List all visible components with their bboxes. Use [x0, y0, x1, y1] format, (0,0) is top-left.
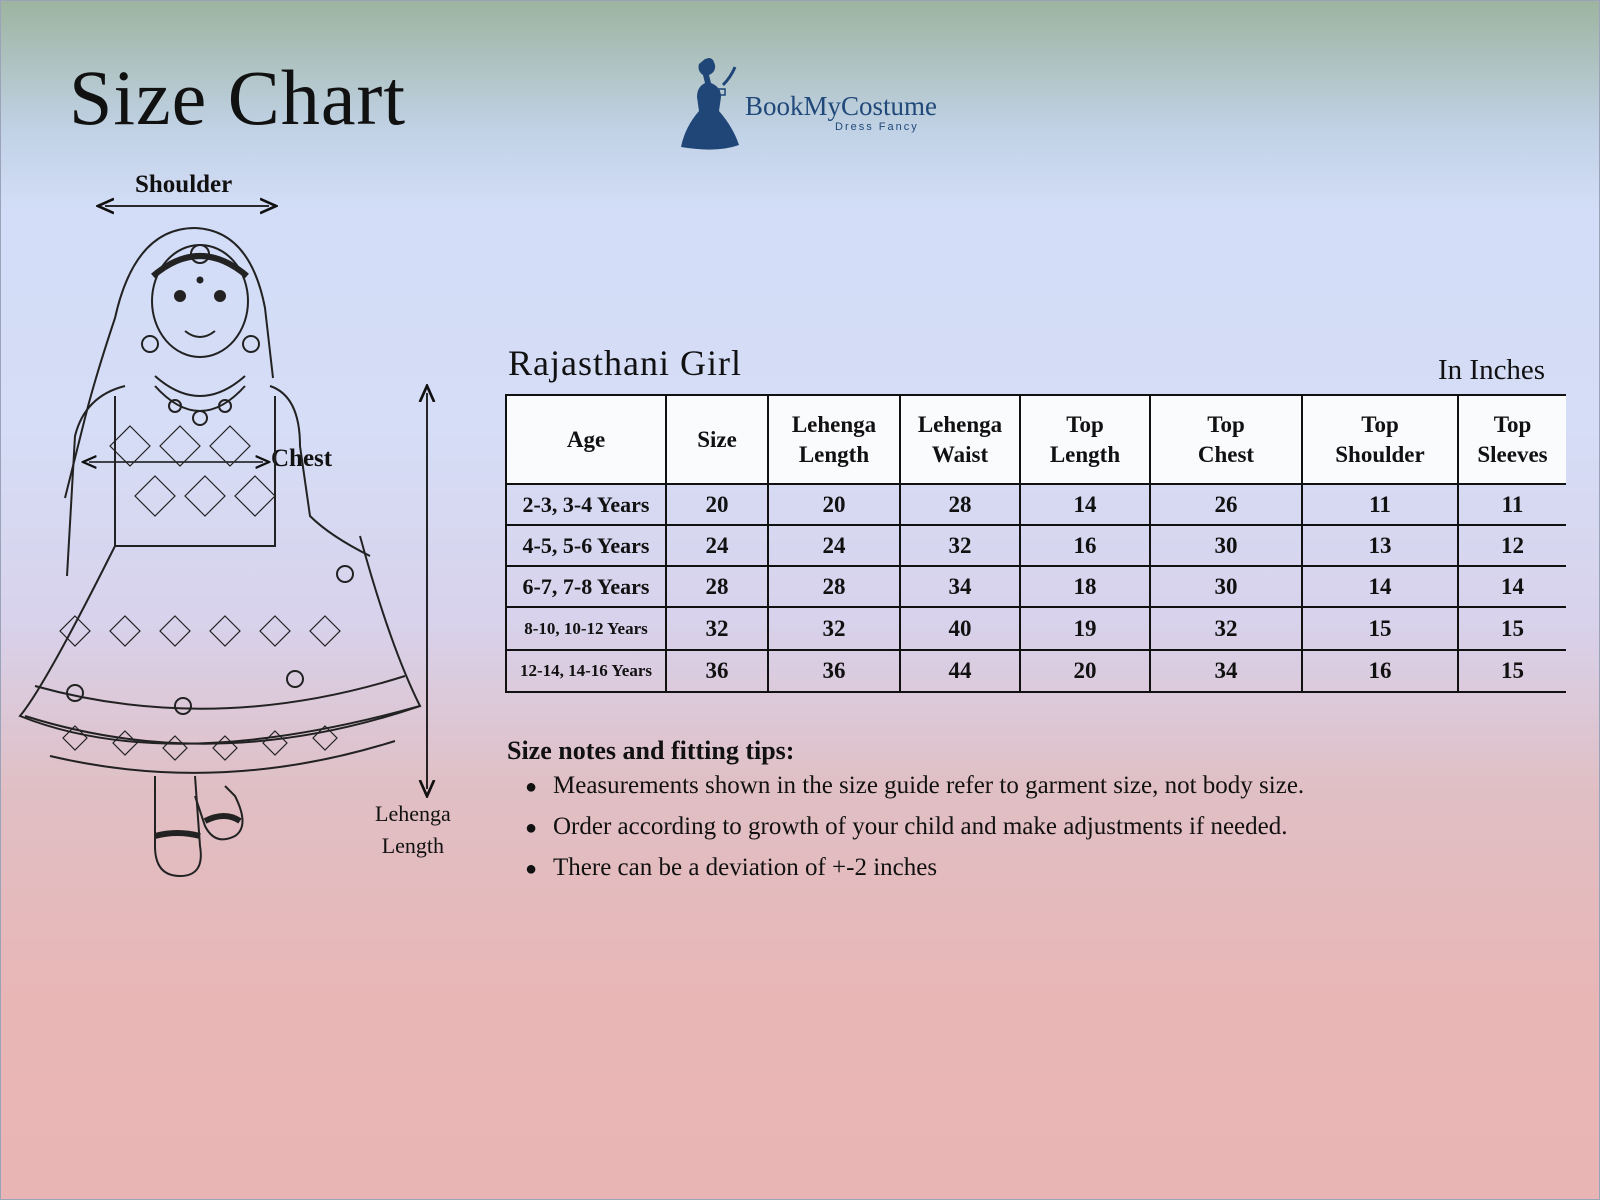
list-item — [525, 771, 1304, 812]
top-length-cell: 19 — [1020, 607, 1150, 650]
shoulder-label: Shoulder — [135, 171, 233, 198]
age-cell: 2-3, 3-4 Years — [506, 484, 666, 525]
top-chest-cell: 30 — [1150, 525, 1302, 566]
lehenga-length-label-line2: Length — [381, 833, 445, 858]
column-header-text: Age — [566, 426, 606, 452]
column-header — [1458, 395, 1566, 484]
list-item — [525, 812, 1304, 853]
top-chest-cell: 34 — [1150, 650, 1302, 692]
column-header — [900, 395, 1020, 484]
table-row — [506, 566, 1566, 607]
column-header — [506, 395, 666, 484]
lehenga-waist-cell: 44 — [900, 650, 1020, 692]
chest-label: Chest — [271, 445, 333, 472]
column-header-text: Shoulder — [1335, 441, 1425, 467]
top-shoulder-cell: 16 — [1302, 650, 1458, 692]
lehenga-length-cell: 24 — [768, 525, 900, 566]
lehenga-waist-cell: 40 — [900, 607, 1020, 650]
column-header-text: Lehenga — [917, 411, 1003, 437]
top-sleeves-cell: 15 — [1458, 607, 1566, 650]
column-header-text: Chest — [1197, 441, 1255, 467]
column-header-text: Size — [697, 426, 737, 452]
bullet-icon: ● — [525, 776, 538, 798]
note-text: Measurements shown in the size guide refer to garment size, not body size. — [553, 772, 1305, 799]
top-shoulder-cell: 14 — [1302, 566, 1458, 607]
units-label: In Inches — [1438, 354, 1546, 386]
age-cell: 12-14, 14-16 Years — [506, 650, 666, 692]
lehenga-waist-cell: 34 — [900, 566, 1020, 607]
column-header-text: Top — [1207, 411, 1245, 437]
bullet-icon: ● — [525, 858, 538, 880]
column-header-text: Sleeves — [1477, 441, 1548, 467]
top-chest-cell: 26 — [1150, 484, 1302, 525]
dancer-silhouette-icon — [669, 55, 749, 151]
top-chest-cell: 32 — [1150, 607, 1302, 650]
lehenga-length-cell: 36 — [768, 650, 900, 692]
column-header — [666, 395, 768, 484]
top-sleeves-cell: 11 — [1458, 484, 1566, 525]
top-length-cell: 16 — [1020, 525, 1150, 566]
column-header-text: Top — [1493, 411, 1532, 437]
column-header-text: Waist — [931, 441, 989, 467]
top-sleeves-cell: 12 — [1458, 525, 1566, 566]
top-length-cell: 18 — [1020, 566, 1150, 607]
lehenga-length-cell: 20 — [768, 484, 900, 525]
logo-tagline: Dress Fancy — [835, 121, 919, 133]
age-cell: 6-7, 7-8 Years — [506, 566, 666, 607]
table-row — [506, 650, 1566, 692]
girl-costume-illustration — [15, 196, 425, 916]
table-header-row — [506, 395, 1566, 484]
top-shoulder-cell: 11 — [1302, 484, 1458, 525]
notes-heading: Size notes and fitting tips: — [507, 736, 795, 765]
table-row — [506, 484, 1566, 525]
list-item — [525, 853, 1304, 894]
top-shoulder-cell: 15 — [1302, 607, 1458, 650]
top-length-cell: 20 — [1020, 650, 1150, 692]
top-chest-cell: 30 — [1150, 566, 1302, 607]
size-cell: 28 — [666, 566, 768, 607]
brand-logo — [669, 55, 939, 151]
column-header — [1020, 395, 1150, 484]
note-text: Order according to growth of your child and make adjustments if needed. — [553, 813, 1288, 840]
column-header — [768, 395, 900, 484]
size-table — [505, 394, 1566, 693]
page-title: Size Chart — [69, 54, 407, 141]
logo-name: BookMyCostume — [745, 91, 938, 121]
age-cell: 8-10, 10-12 Years — [506, 607, 666, 650]
column-header — [1150, 395, 1302, 484]
top-sleeves-cell: 15 — [1458, 650, 1566, 692]
top-length-cell: 14 — [1020, 484, 1150, 525]
column-header — [1302, 395, 1458, 484]
column-header-text: Top — [1066, 411, 1104, 437]
table-row — [506, 607, 1566, 650]
top-sleeves-cell: 14 — [1458, 566, 1566, 607]
age-cell: 4-5, 5-6 Years — [506, 525, 666, 566]
notes-list — [525, 771, 1304, 894]
size-cell: 36 — [666, 650, 768, 692]
lehenga-length-cell: 28 — [768, 566, 900, 607]
costume-name: Rajasthani Girl — [508, 343, 742, 383]
size-cell: 20 — [666, 484, 768, 525]
table-row — [506, 525, 1566, 566]
lehenga-waist-cell: 28 — [900, 484, 1020, 525]
column-header-text: Top — [1361, 411, 1399, 437]
column-header-text: Length — [798, 441, 870, 467]
size-cell: 32 — [666, 607, 768, 650]
lehenga-length-cell: 32 — [768, 607, 900, 650]
lehenga-waist-cell: 32 — [900, 525, 1020, 566]
note-text: There can be a deviation of +-2 inches — [553, 854, 938, 881]
column-header-text: Lehenga — [791, 411, 877, 437]
top-shoulder-cell: 13 — [1302, 525, 1458, 566]
column-header-text: Length — [1049, 441, 1121, 467]
lehenga-length-label-line1: Lehenga — [375, 801, 451, 826]
bullet-icon: ● — [525, 817, 538, 839]
size-cell: 24 — [666, 525, 768, 566]
